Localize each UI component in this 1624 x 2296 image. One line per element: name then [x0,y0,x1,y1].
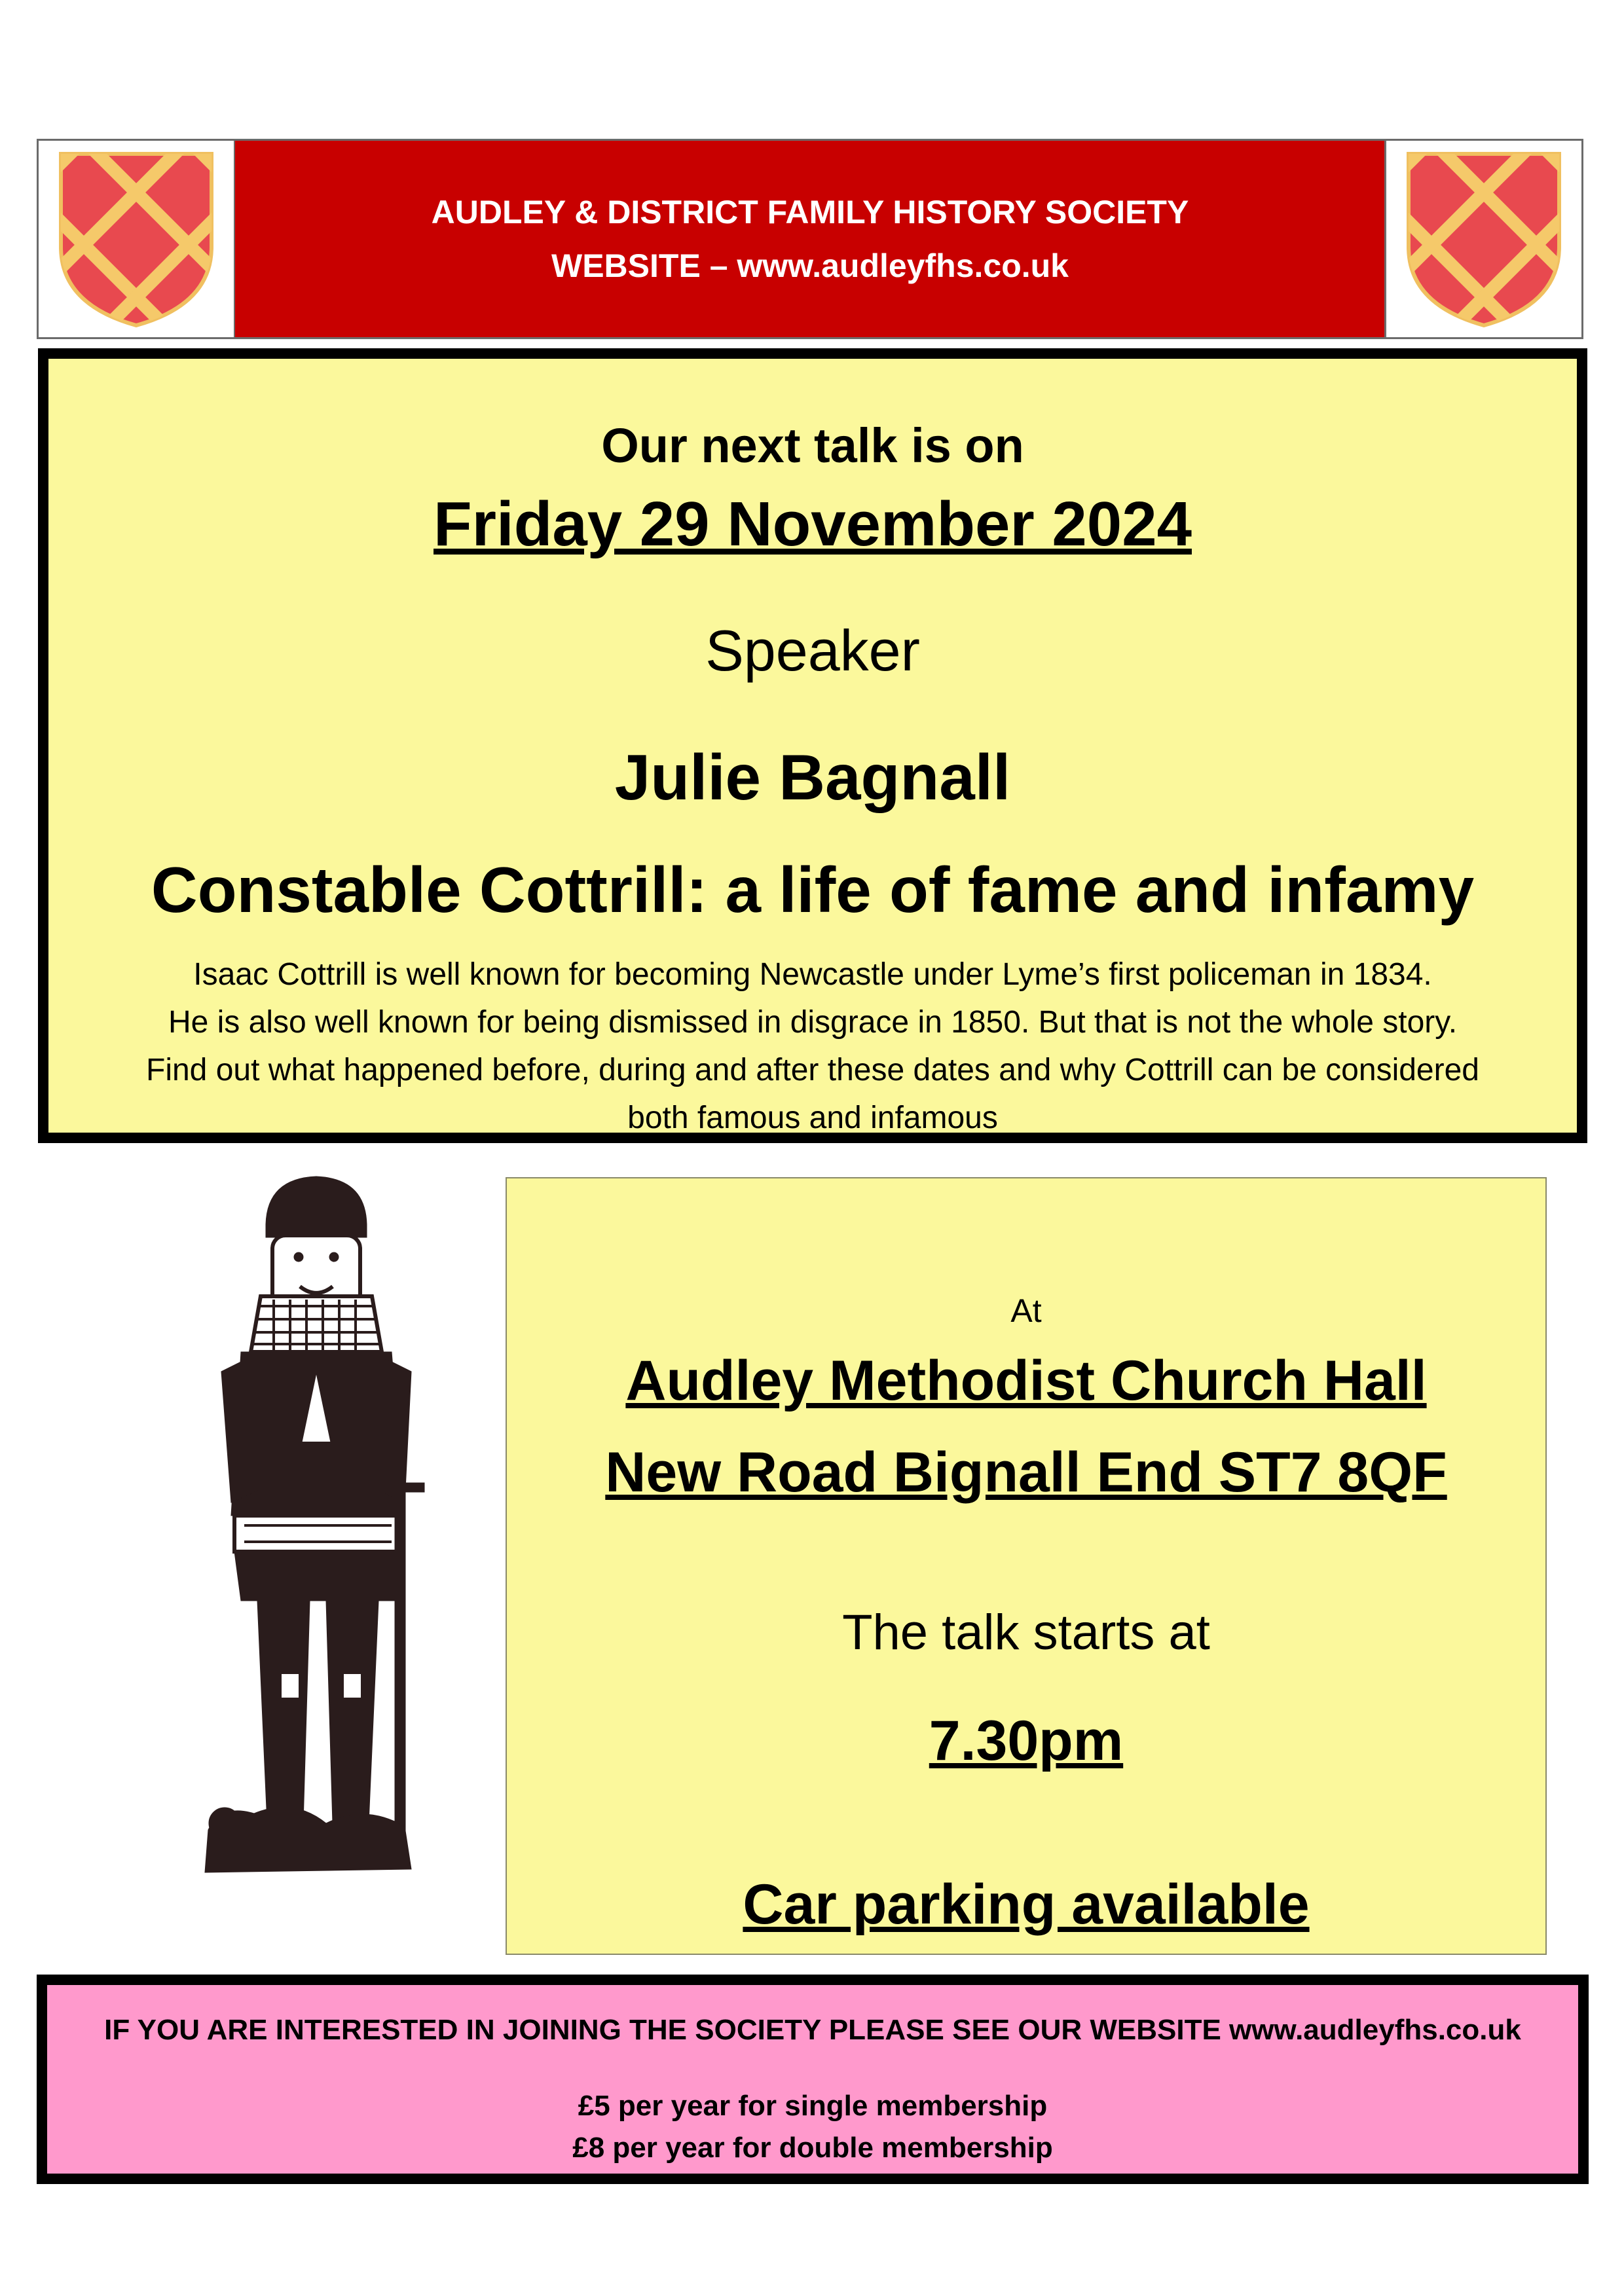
shield-crest-icon [53,149,219,329]
description-line: Isaac Cottrill is well known for becoming Newcastle under Lyme’s first policeman in 1834. [193,957,1432,992]
membership-box [37,1975,1589,2184]
talk-title: Constable Cottrill: a life of fame and infamy [151,854,1475,926]
talk-intro: Our next talk is on [601,418,1024,473]
start-label: The talk starts at [842,1605,1210,1660]
website-line: WEBSITE – www.audleyfhs.co.uk [551,247,1069,284]
double-membership: £8 per year for double membership [572,2132,1053,2164]
talk-details-box [38,348,1587,1143]
venue-hall: Audley Methodist Church Hall [625,1349,1427,1412]
at-label: At [1010,1292,1042,1329]
venue-box [506,1177,1547,1955]
description-line: both famous and infamous [627,1101,998,1135]
talk-description [48,951,1577,1142]
crest-right [1384,141,1581,337]
description-line: Find out what happened before, during and after these dates and why Cottrill can be considered [146,1053,1479,1087]
start-time: 7.30pm [929,1709,1124,1772]
banner-title-area [235,141,1385,337]
speaker-name: Julie Bagnall [614,741,1011,813]
description-line: He is also well known for being dismissed in disgrace in 1850. But that is not the whole story. [168,1005,1458,1040]
shield-crest-icon [1401,149,1567,329]
join-text: IF YOU ARE INTERESTED IN JOINING THE SOCIETY PLEASE SEE OUR WEBSITE www.audleyfhs.co.uk [104,2014,1521,2046]
venue-address: New Road Bignall End ST7 8QF [605,1441,1447,1504]
crest-left [39,141,236,337]
single-membership: £5 per year for single membership [578,2090,1048,2122]
parking-note: Car parking available [743,1873,1310,1936]
talk-date: Friday 29 November 2024 [434,489,1192,559]
knight-illustration [195,1175,441,1879]
society-name: AUDLEY & DISTRICT FAMILY HISTORY SOCIETY [431,194,1189,230]
header-banner [37,139,1583,339]
speaker-label: Speaker [705,618,920,683]
